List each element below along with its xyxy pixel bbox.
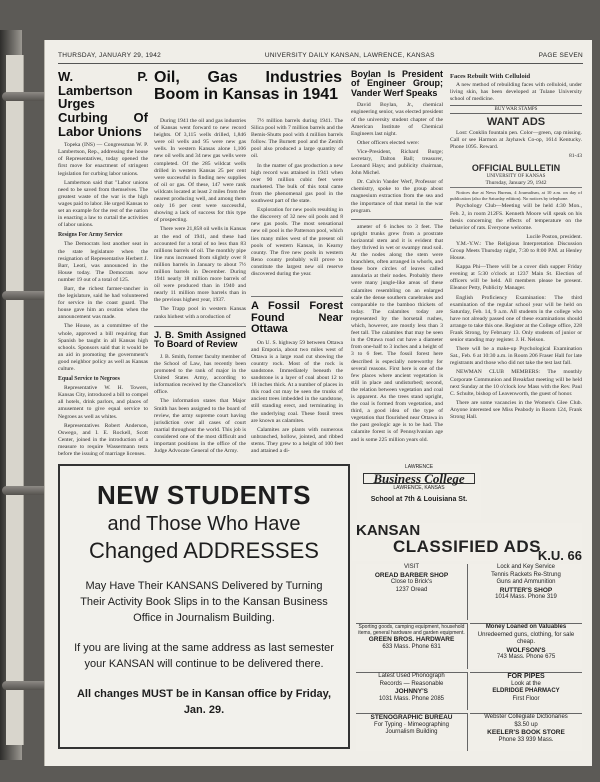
paragraph: There were 21,858 oil wells in Kansas at the end of 1941, and these had accounted for a total of no less than 83 millions barrels of oil. The monthly pipe line runs increased from slightly over 8 million barrels in January to about 7½ million barrels in December. During 1941 nearly 18 million more barrels of oil were produced than in 1940 and nearly 11 million more barrels than in the previous highest year, 1937.: [154, 226, 246, 304]
right-column: [450, 70, 582, 454]
paragraph: During 1941 the oil and gas industries of Kansas went forward to new record heights. Of 3,115 wells drilled, 1,846 were oil wells and 95 were new gas wells. In western Kansas alone 1,106 new oil wells and 34 new gas wells were completed. Of the 285 wildcat wells drilled in western Kansas 25 per cent were successful in finding new supplies of oil or gas. Of these, 147 were rank wildcats located at least 2 miles from the nearest producing well, and among them only 16 per cent were successful, showing a lack of success for this type of prospecting.: [154, 118, 246, 224]
article-oil-gas-col1: [154, 118, 246, 318]
bulletin-title: OFFICIAL BULLETIN: [471, 162, 561, 173]
college-sub: LAWRENCE, KANSAS: [393, 485, 445, 491]
paragraph: The information states that Major Smith has been assigned to the board of review, the army supreme court having jurisdiction over all cases of court martial throughout the world. This job is considered one of the most difficult and important positions in the office of the Judge Advocate General of the Army.: [154, 398, 246, 455]
paragraph: A new method of rebuilding faces with celluloid, under living skin, has been developed at Tulane University school of medicine.: [450, 82, 582, 103]
ad-text: 633 Mass. Phone 631: [382, 643, 441, 650]
ad-text: JOHNNY'S: [395, 688, 428, 695]
divider: [351, 219, 443, 220]
bulletin-item: Psychology Club—Meeting will be held 4:30 Mon., Feb. 2, in room 212FS. Kenneth Moore will speak on his thesis concerning the effects of temperature on the behavior of rats. Everyone welcome.: [450, 203, 582, 231]
article-lambertson: [58, 70, 148, 460]
ad-text: 1237 Oread: [395, 586, 428, 593]
running-header: [58, 52, 583, 64]
paragraph: David Boylan, Jr., chemical engineering senior, was elected president of the university student chapter of the American Institute of Chemical Engineers last night.: [351, 102, 443, 137]
college-name: Business College: [363, 473, 475, 485]
bulletin-date: Thursday, January 29, 1942: [450, 180, 582, 188]
bulletin-item: Kappa Phi—There will be a cover dish supper Friday evening at 5:30 o'clock at 1237 Main St. Election of officers will be held. All members please be present. Eleanor Petty, Publicity Manager.: [450, 264, 582, 292]
paragraph: Calamites are plants with numerous unbranched, hollow, jointed, and ribbed stems. They grew to a height of 100 feet and attained a di-: [251, 426, 343, 455]
wolfsons-ad: [470, 623, 582, 669]
paragraph: The House, as a committee of the whole, approved a bill requiring that Spanish be taught in all Kansas high schools. Sponsors said that it would be an aid in promoting the government's good neighbor policy as well as Kansas culture.: [58, 323, 148, 373]
paragraph: The Democrats lost another seat in the state legislature when the resignation of Representative Herbert J. Barr, Leoti, was announced in the House today. The Democrats now number 19 out of a total of 125.: [58, 241, 148, 283]
divider: [251, 296, 343, 297]
binder-ring: [2, 681, 50, 690]
ad-body-1: May Have Their KANSANS Delivered by Turning Their Activity Book Slips in to the Kansan Business Office in Journalism Building.: [80, 580, 328, 624]
paragraph: On U. S. highway 59 between Ottawa and Emporia, about two miles west of Ottawa is a large road cut showing the country rock. Most of the rock is sandstone. Immediately beneath the sandstone is a layer of coal about 12 to 18 inches thick. At a number of places in this road cut may be seen the trunks of ancient trees imbedded in the sandstone, still standing erect, and terminating in the underlying coal. These fossil trees are known as calamites.: [251, 339, 343, 424]
ad-text: Journalism Building: [385, 729, 438, 735]
ad-text: 1031 Mass. Phone 2085: [378, 695, 445, 702]
ad-body-3: All changes MUST be in Kansan office by Friday, Jan. 29.: [76, 688, 332, 716]
paragraph: Representatives Robert Anderson, Oswego, and I. E. Rockell, Scott Center, joined in the introduction of a measure to require Wassermann tests before the issuing of marriage licenses.: [58, 422, 148, 458]
bulletin-item: Y.M.-Y.W.: The Religious Interpretation Discussion Group Meets Thursday night, 7:30 to 8:00 P.M. at Henley House.: [450, 240, 582, 262]
eldridge-pharmacy-ad: [470, 672, 582, 710]
ad-text: Money Loaned on Valuables: [485, 624, 567, 630]
paragraph: Dr. Calvin Vander Werf, Professor of chemistry, spoke to the group about magnesium extraction from the sea and the importance of that metal in the war program.: [351, 179, 443, 214]
ad-text: RUTTER'S SHOP: [499, 586, 553, 594]
ad-text: Webster Collegiate Dictionaries: [484, 714, 568, 720]
ad-line-2: and Those Who Have: [107, 513, 301, 535]
new-students-ad: [58, 464, 350, 749]
green-bros-ad: [356, 623, 468, 669]
classified-title-2: CLASSIFIED ADS: [392, 537, 542, 556]
ad-text: 743 Mass. Phone 675: [496, 654, 556, 660]
bulletin-item: There will be a make-up Psychological Examination Sat., Feb. 6 at 10:30 a.m. in Room 206 Fraser Hall for late registrants and those who did not take the test last fall.: [450, 346, 582, 367]
binder-left-page: [6, 55, 24, 745]
college-top: LAWRENCE: [404, 464, 434, 470]
ad-text: Latest Used Phonograph: [378, 673, 445, 679]
headline: Boylan Is President of Engineer Group; Vander Werf Speaks: [351, 70, 443, 98]
headline: Faces Rebuilt With Celluloid: [450, 73, 531, 80]
issue-date: THURSDAY, JANUARY 29, 1942: [58, 52, 162, 59]
subheading: Resigns For Army Service: [58, 232, 123, 239]
subheading: Equal Service to Negroes: [58, 376, 120, 383]
war-stamps-banner: BUY WAR STAMPS: [450, 105, 582, 114]
ad-text: 1014 Mass. Phone 319: [495, 594, 557, 600]
paragraph: Representative W. H. Towers, Kansas City, introduced a bill to compel all hotels, drink parlors, and places of amusement to give equal service to Negroes as well as whites.: [58, 385, 148, 420]
ad-text: Records — Reasonable: [379, 680, 444, 687]
article-oil-gas-col2: [251, 118, 343, 290]
ad-text: Close to Brick's: [390, 579, 433, 585]
paragraph: ameter of 6 inches to 3 feet. The upright trunks grew from a prostrate horizontal stem and it is evident that they thrived in wet or swampy mud soil. At the nodes along the stem were branchlets, often arranged in whorls, and these bore circles of leaves called annularia at their nodes. Probably there were many jungle-like areas of these calamites resembling on an enlarged scale the dense southern canebrakes and comparable to the bamboo thickets of today. The calamites today are represented by the horsetail rushes, which, however, are mostly less than 3 feet tall. The calamites that may be seen in the Ottawa road cut have a diameter from one-half to 3 inches and a height of 3 to 6 feet. The fossil forest here described is especially noteworthy for several reasons. First here is one of the few places where ancient vegetation is still in place and undisturbed; second, the relation between vegetation and coal is apparent. As the trees stand upright, the coal is formed from vegetation, and third, a good idea of the type of vegetation that flourished near Ottawa in the past geologic age is to be had. The calamite forest is of Pennsylvanian age and is some 225 million years old.: [351, 223, 443, 443]
headline: Oil, Gas Industries Boom in Kansas in 1941: [154, 70, 342, 103]
article-fossil-forest: [251, 292, 343, 460]
rutter-shop-ad: [470, 564, 582, 620]
bulletin-subtitle: UNIVERSITY OF KANSAS: [486, 174, 546, 180]
paragraph: Lambertson said that "Labor unions need to be saved from themselves. The greatest waste of the war is the high wages paid to labor. He urged Kansas to set an example for the rest of the nation in enacting a law to curtail the activities of labor unions.: [58, 179, 148, 229]
page-number: PAGE SEVEN: [538, 52, 583, 59]
ad-text: Lock and Key Service: [496, 564, 556, 570]
ad-text: VISIT: [403, 564, 419, 570]
article-boylan: [351, 70, 443, 458]
want-ads-title: WANT ADS: [486, 116, 546, 129]
paragraph: Barr, the richest farmer-rancher in the legislature, said he had volunteered for service in the coast guard. The house gave him an ovation when the announcement was made.: [58, 285, 148, 321]
classified-title-1: KANSAN: [356, 522, 421, 539]
ad-body-2: If you are living at the same address as last semester your KANSAN will continue to be delivered there.: [74, 642, 334, 670]
steno-bureau-ad: [356, 713, 468, 751]
paragraph: J. B. Smith, former faculty member of the School of Law, has recently been promoted to the rank of major in the United States Army, according to information received by the Chancellor's office.: [154, 353, 246, 396]
ad-line-1: NEW STUDENTS: [97, 480, 311, 510]
keelers-ad: [470, 713, 582, 751]
want-ad-code: 81-43: [568, 152, 582, 159]
college-address: School at 7th & Louisiana St.: [370, 495, 468, 503]
oread-barber-ad: [356, 564, 468, 620]
headline: A Fossil Forest Found Near Ottawa: [251, 300, 343, 336]
paragraph: Topeka (INS) — Congressman W. P. Lambertson, Rep., addressing the house of Representatives, today opened the first move for enactment of stringent legislation for curbing labor unions.: [58, 142, 148, 177]
johnnys-ad: [356, 672, 468, 710]
ad-text: KEELER'S BOOK STORE: [487, 729, 565, 736]
paragraph: Vice-President, Richard Burge; secretary, Dalton Ball; treasurer, Leonard Hays; and publicity chairman, John Michel.: [351, 148, 443, 177]
bulletin-item: English Proficiency Examination: The third examination of the regular school year will be held on Saturday, Feb. 14, 9 a.m. All students in the college who have not already passed one of these examinations should arrange to take this one. Register at the College office, 228 Frank Strong, by February 13. Only students of junior or senior standing may register. J. H. Nelson.: [450, 294, 582, 344]
bulletin-item: NEWMAN CLUB MEMBERS: The monthly Corporate Communion and Breakfast meeting will be held next Sunday at the 10 o'clock low Mass with the Rev. Paul C. Schulte, bishop of Leavenworth, the guest of honor.: [450, 369, 582, 397]
divider: [154, 326, 246, 327]
ad-text: OREAD BARBER SHOP: [374, 571, 449, 579]
ad-line-3: Changed ADDRESSES: [89, 538, 319, 563]
paper-name: UNIVERSITY DAILY KANSAN, LAWRENCE, KANSAS: [264, 52, 435, 59]
ad-text: ELDRIDGE PHARMACY: [492, 688, 560, 694]
bulletin-note: Notices due at News Bureau, 4 Journalism, at 10 a.m. on day of publication (also the Saturday edition). No notices by telephone.: [450, 190, 582, 201]
ad-text: Look at the: [511, 680, 541, 687]
want-ad-text: Lost: Conklin fountain pen. Color—green, cap missing. Call or see Harmon at Jayhawk Co-op, 1614 Kentucky. Phone 1095. Reward.: [450, 129, 582, 150]
ad-text: Tennis Rackets Re-Strung: [491, 571, 561, 578]
binder-ring: [2, 92, 50, 101]
article-smith: [154, 322, 246, 460]
ad-text: Guns and Ammunition: [496, 579, 556, 585]
paragraph: In the matter of gas production a new high record was attained in 1941 when over 90 million cubic feet were marketed. The bulk of this total came from the phenomenal gas pool in the southwest part of the state.: [251, 162, 343, 205]
ad-text: WOLFSON'S: [506, 646, 546, 654]
paragraph: 7½ million barrels during 1941. The Silica pool with 7 million barrels and the Bemis-Shutts pool with 4 million barrels follow. The Burnett pool and the Zenith pool also produced a large quantity of oil.: [251, 118, 343, 160]
binder-ring: [2, 486, 50, 495]
oil-gas-headline-box: [154, 70, 342, 120]
ad-text: FOR PIPES: [507, 673, 545, 680]
headline: W. P. Lambertson Urges Curbing Of Labor Unions: [58, 70, 148, 139]
ad-text: Unredeemed guns, clothing, for sale cheap.: [477, 631, 575, 645]
paragraph: Exploration for new pools resulting in the discovery of 32 new oil pools and 8 new gas pools. The most sensational new oil pool is the Patterson pool, which lies many miles west of the present oil pools of western Kansas, in Kearny county. The five new pools in western Reno county probably will prove to constitute the largest new oil reserve discovered during the year.: [251, 207, 343, 277]
ad-text: $3.50 up: [514, 721, 538, 728]
business-college-ad: [357, 464, 481, 520]
ad-text: Sporting goods, camping equipment, household items, general hardware and garden equipment.: [358, 624, 465, 636]
paragraph: The Trapp pool in western Kansas ranks highest with a production of: [154, 306, 246, 318]
ad-text: Phone 33 939 Mass.: [498, 736, 554, 743]
classified-phone: K.U. 66: [537, 548, 582, 563]
ad-text: STENOGRAPHIC BUREAU: [370, 714, 453, 721]
ad-text: First Floor: [512, 695, 540, 702]
paragraph: Other officers elected were:: [357, 139, 420, 146]
bulletin-signature: Lucile Poston, president.: [526, 233, 582, 240]
headline: J. B. Smith Assigned To Board of Review: [154, 330, 246, 350]
ad-text: For Typing · Mimeographing: [374, 721, 449, 728]
bulletin-item: There are some vacancies in the Women's Glee Club. Anyone interested see Miss Peabody in Room 124, Frank Strong Hall.: [450, 399, 582, 421]
ad-text: GREEN BROS. HARDWARE: [368, 636, 455, 643]
binder-ring: [2, 291, 50, 300]
